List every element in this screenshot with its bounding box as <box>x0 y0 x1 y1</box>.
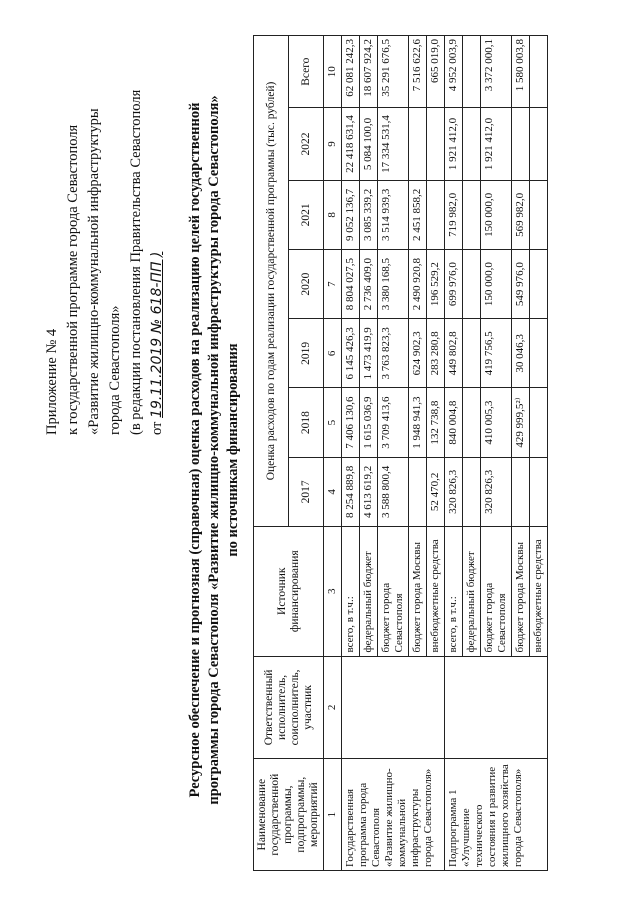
year-cell: 3 514 939,3 <box>378 180 409 249</box>
year-cell: 840 004,8 <box>445 388 463 457</box>
total-cell: 62 081 242,3 <box>342 36 360 108</box>
header-year: 2017 <box>289 457 324 526</box>
resource-table <box>253 35 548 871</box>
year-cell: 1 921 412,0 <box>445 108 463 180</box>
year-cell <box>409 108 427 180</box>
year-cell: 410 005,3 <box>481 388 512 457</box>
total-cell: 7 516 622,6 <box>409 36 427 108</box>
header-year: 2020 <box>289 249 324 318</box>
year-cell <box>427 180 445 249</box>
header-total: Всего <box>289 36 324 108</box>
year-cell: 429 999,5²⁾ <box>512 388 530 457</box>
year-cell <box>530 388 548 457</box>
year-cell: 449 802,8 <box>445 319 463 388</box>
appendix-line: (в редакции постановления Правительства Севастополя <box>128 89 144 435</box>
year-cell: 1 948 941,3 <box>409 388 427 457</box>
year-cell: 52 470,2 <box>427 457 445 526</box>
year-cell <box>530 249 548 318</box>
year-cell <box>530 108 548 180</box>
year-cell <box>512 457 530 526</box>
funding-source: федеральный бюджет <box>360 526 378 656</box>
year-cell: 8 254 889,8 <box>342 457 360 526</box>
total-cell: 665 019,0 <box>427 36 445 108</box>
year-cell <box>530 319 548 388</box>
year-cell: 419 756,5 <box>481 319 512 388</box>
year-cell: 1 473 419,9 <box>360 319 378 388</box>
year-cell: 3 763 823,3 <box>378 319 409 388</box>
year-cell: 5 084 100,0 <box>360 108 378 180</box>
appendix-line: города Севастополя» <box>107 305 123 435</box>
total-cell <box>530 36 548 108</box>
year-cell: 624 902,3 <box>409 319 427 388</box>
header-source: Источник финансирования <box>254 526 324 656</box>
year-cell: 2 490 920,8 <box>409 249 427 318</box>
year-cell: 9 052 136,7 <box>342 180 360 249</box>
year-cell: 196 529,2 <box>427 249 445 318</box>
year-cell <box>463 180 481 249</box>
year-cell: 3 380 168,5 <box>378 249 409 318</box>
subprogram-responsible <box>445 656 548 759</box>
year-cell: 8 804 027,5 <box>342 249 360 318</box>
year-cell: 569 982,0 <box>512 180 530 249</box>
total-cell <box>463 36 481 108</box>
document-title: Ресурсное обеспечение и прогнозная (справочная) оценка расходов на реализацию целей государственной программы города Севастополя «Развитие жилищно-коммунальной инфраструктуры города Севастополя» по источникам финансирования <box>187 95 241 805</box>
year-cell: 6 145 426,3 <box>342 319 360 388</box>
year-cell <box>463 249 481 318</box>
year-cell: 719 982,0 <box>445 180 463 249</box>
appendix-line: «Развитие жилищно-коммунальной инфраструктуры <box>86 108 102 435</box>
handwritten-date: 19.11.2019 № 618-ПП ) <box>149 251 165 418</box>
total-cell: 18 607 924,2 <box>360 36 378 108</box>
total-cell: 35 291 676,5 <box>378 36 409 108</box>
year-cell: 549 976,0 <box>512 249 530 318</box>
funding-source: бюджет города Севастополя <box>481 526 512 656</box>
funding-source: всего, в т.ч.: <box>445 526 463 656</box>
subprogram-row <box>445 36 463 871</box>
year-cell <box>463 108 481 180</box>
total-cell: 3 372 000,1 <box>481 36 512 108</box>
funding-source: федеральный бюджет <box>463 526 481 656</box>
header-year: 2018 <box>289 388 324 457</box>
year-cell <box>530 180 548 249</box>
header-name: Наименование государственной программы, подпрограммы, мероприятий <box>254 759 324 871</box>
funding-source: бюджет города Севастополя <box>378 526 409 656</box>
appendix-header <box>42 15 168 435</box>
year-cell: 320 826,3 <box>445 457 463 526</box>
appendix-line: к государственной программе города Севастополя <box>65 124 81 435</box>
year-cell: 17 334 531,4 <box>378 108 409 180</box>
year-cell: 132 738,8 <box>427 388 445 457</box>
program-row <box>342 36 360 871</box>
year-cell: 2 736 409,0 <box>360 249 378 318</box>
year-cell: 1 615 036,9 <box>360 388 378 457</box>
appendix-date-line: от 19.11.2019 № 618-ПП ) <box>149 251 165 435</box>
year-cell <box>427 108 445 180</box>
funding-source: внебюджетные средства <box>530 526 548 656</box>
year-cell: 150 000,0 <box>481 180 512 249</box>
header-responsible: Ответственный исполнитель, соисполнитель, участник <box>254 656 324 759</box>
year-cell: 283 280,8 <box>427 319 445 388</box>
year-cell: 4 613 619,2 <box>360 457 378 526</box>
year-cell: 22 418 631,4 <box>342 108 360 180</box>
year-cell: 320 826,3 <box>481 457 512 526</box>
program-name: Государственная программа города Севастополя «Развитие жилищно-коммунальной инфраструктуры города Севастополя» <box>342 759 445 871</box>
appendix-number: Приложение № 4 <box>44 328 60 435</box>
header-year: 2022 <box>289 108 324 180</box>
total-cell: 4 952 003,9 <box>445 36 463 108</box>
year-cell: 3 709 413,6 <box>378 388 409 457</box>
header-estimate: Оценка расходов по годам реализации государственной программы (тыс. рублей) <box>254 36 289 527</box>
year-cell: 30 046,3 <box>512 319 530 388</box>
year-cell <box>463 388 481 457</box>
year-cell: 3 588 800,4 <box>378 457 409 526</box>
year-cell: 699 976,0 <box>445 249 463 318</box>
header-year: 2021 <box>289 180 324 249</box>
funding-source: внебюджетные средства <box>427 526 445 656</box>
year-cell <box>463 319 481 388</box>
year-cell: 1 921 412,0 <box>481 108 512 180</box>
total-cell: 1 580 003,8 <box>512 36 530 108</box>
index-row: 1 2 3 4 5 6 7 8 9 10 <box>324 36 342 871</box>
program-responsible <box>342 656 445 759</box>
year-cell <box>530 457 548 526</box>
year-cell: 3 085 339,2 <box>360 180 378 249</box>
header-year: 2019 <box>289 319 324 388</box>
funding-source: бюджет города Москвы <box>409 526 427 656</box>
subprogram-name: Подпрограмма 1 «Улучшение технического состояния и развитие жилищного хозяйства города Севастополя» <box>445 759 548 871</box>
year-cell <box>512 108 530 180</box>
funding-source: всего, в т.ч.: <box>342 526 360 656</box>
year-cell <box>409 457 427 526</box>
year-cell: 150 000,0 <box>481 249 512 318</box>
year-cell: 2 451 858,2 <box>409 180 427 249</box>
year-cell: 7 406 130,6 <box>342 388 360 457</box>
funding-source: бюджет города Москвы <box>512 526 530 656</box>
year-cell <box>463 457 481 526</box>
